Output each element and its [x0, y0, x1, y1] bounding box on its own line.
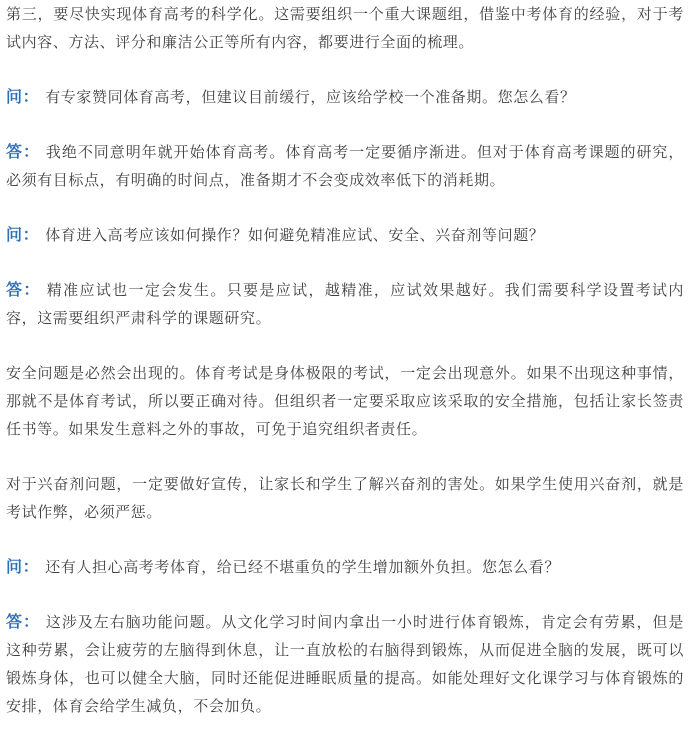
paragraph-text: 这涉及左右脑功能问题。从文化学习时间内拿出一小时进行体育锻炼，肯定会有劳累，但是这种劳累，会让疲劳的左脑得到休息，让一直放松的右脑得到锻炼，从而促进全脑的发展，既可以锻炼身体，也可以健全大脑，同时还能促进睡眠质量的提高。如能处理好文化课学习与体育锻炼的安排，体育会给学生减负，不会加负。	[6, 613, 684, 715]
question-paragraph	[6, 221, 684, 249]
answer-paragraph	[6, 276, 684, 332]
question-tag: 问：	[6, 87, 40, 106]
answer-paragraph	[6, 138, 684, 194]
question-paragraph	[6, 83, 684, 111]
paragraph-text: 第三，要尽快实现体育高考的科学化。这需要组织一个重大课题组，借鉴中考体育的经验，对于考试内容、方法、评分和廉洁公正等所有内容，都要进行全面的梳理。	[6, 5, 684, 51]
paragraph-text: 我绝不同意明年就开始体育高考。体育高考一定要循序渐进。但对于体育高考课题的研究，必须有目标点，有明确的时间点，准备期才不会变成效率低下的消耗期。	[6, 143, 684, 189]
answer-paragraph	[6, 608, 684, 720]
answer-tag: 答：	[6, 280, 41, 299]
article-body	[6, 0, 684, 747]
paragraph-safety	[6, 359, 684, 443]
paragraph-text: 对于兴奋剂问题，一定要做好宣传，让家长和学生了解兴奋剂的害处。如果学生使用兴奋剂，就是考试作弊，必须严惩。	[6, 475, 684, 521]
paragraph-text: 精准应试也一定会发生。只要是应试，越精准，应试效果越好。我们需要科学设置考试内容，这需要组织严肃科学的课题研究。	[6, 281, 685, 327]
answer-tag: 答：	[6, 142, 40, 161]
question-tag: 问：	[6, 225, 40, 244]
paragraph-doping	[6, 470, 684, 526]
answer-tag: 答：	[6, 612, 40, 631]
paragraph-text: 有专家赞同体育高考，但建议目前缓行，应该给学校一个准备期。您怎么看？	[45, 88, 576, 106]
paragraph-intro-point-three	[6, 0, 684, 56]
question-tag: 问：	[6, 557, 40, 576]
paragraph-text: 还有人担心高考考体育，给已经不堪重负的学生增加额外负担。您怎么看？	[45, 558, 561, 576]
question-paragraph	[6, 553, 684, 581]
paragraph-text: 体育进入高考应该如何操作？如何避免精准应试、安全、兴奋剂等问题？	[45, 226, 545, 244]
paragraph-text: 安全问题是必然会出现的。体育考试是身体极限的考试，一定会出现意外。如果不出现这种事情，那就不是体育考试，所以要正确对待。但组织者一定要采取应该采取的安全措施，包括让家长签责任书等。如果发生意料之外的事故，可免于追究组织者责任。	[6, 364, 684, 438]
